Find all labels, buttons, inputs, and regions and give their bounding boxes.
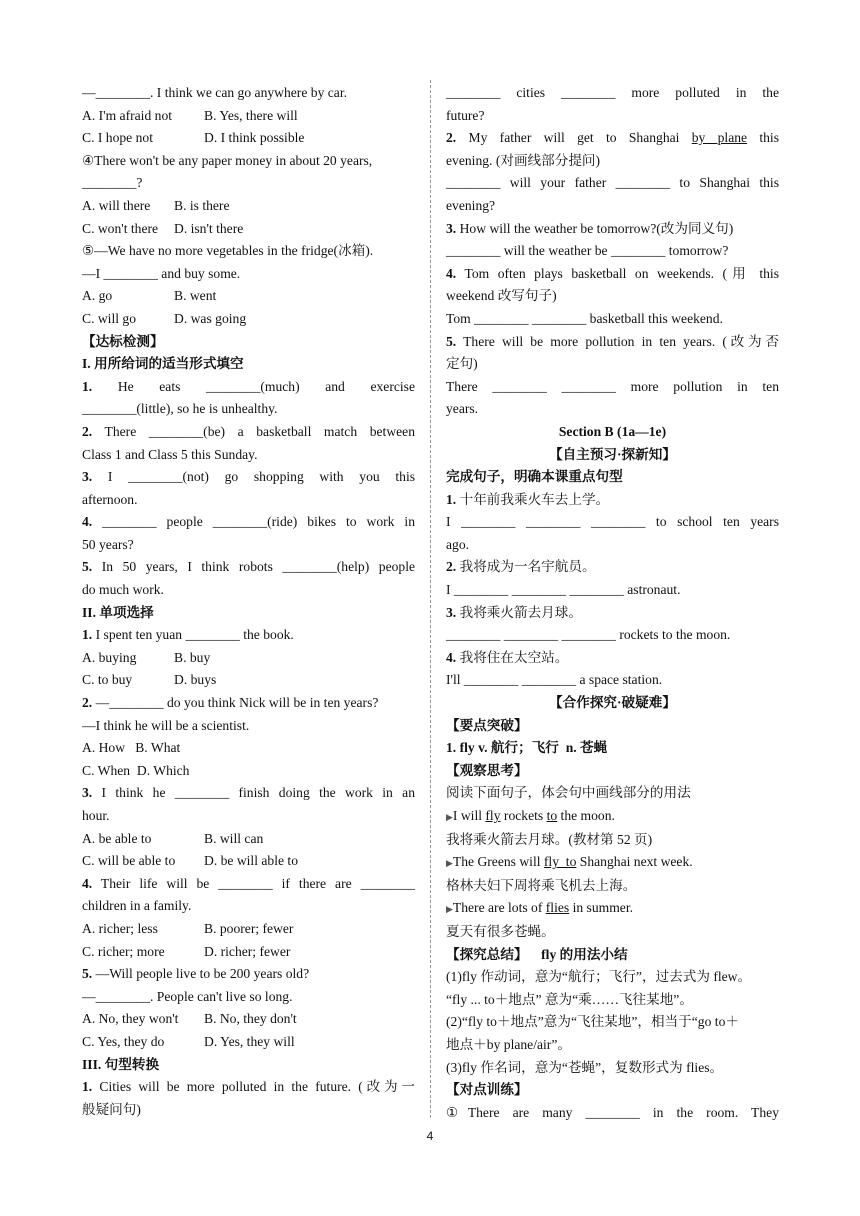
text-line: ________ cities ________ more polluted in the (446, 85, 779, 100)
text-line: evening. (对画线部分提问) (446, 152, 601, 168)
example-text: I will (452, 808, 486, 823)
question-line: afternoon. (82, 491, 138, 507)
section-heading: 【达标检测】 (82, 333, 164, 349)
q4-line2: ________? (82, 175, 143, 191)
option: D. be will able to (204, 853, 299, 869)
example-text: The Greens will (452, 854, 544, 870)
options-row (82, 850, 415, 873)
triangle-bullet-icon: ▶ (446, 858, 453, 869)
right-column (446, 82, 779, 1124)
question-line (446, 263, 779, 286)
question-text: There will be more pollution in ten years. (改为否 (463, 333, 779, 349)
question-number: 3. (82, 469, 93, 485)
subsection-title: 【对点训练】 (446, 1082, 528, 1098)
example-text: There are lots of (452, 900, 546, 916)
key-point-title: 1. fly v. 航行；飞行 n. 苍蝇 (446, 740, 608, 756)
subsection-title: 【观察思考】 (446, 762, 528, 778)
question-line (82, 963, 415, 986)
q4-options-ab (82, 195, 415, 218)
question-line (446, 489, 779, 512)
question-line (446, 602, 779, 625)
option: A. be able to (82, 830, 152, 846)
question-text: 我将住在太空站。 (459, 649, 569, 665)
question-line (82, 624, 415, 647)
option: B. buy (174, 649, 211, 665)
question-line (82, 421, 415, 444)
question-text: My father will get to Shanghai (468, 130, 692, 146)
question-line: —I think he will be a scientist. (82, 717, 250, 733)
question-text: —________ do you think Nick will be in ten years? (95, 695, 379, 711)
option: C. Yes, they do (82, 1033, 165, 1049)
text-line: I ________ ________ ________ astronaut. (446, 582, 681, 598)
q3-options-ab (82, 105, 415, 128)
option: A. richer; less (82, 920, 158, 936)
page-number: 4 (426, 1129, 434, 1143)
triangle-bullet-icon: ▶ (446, 904, 453, 915)
question-line (446, 556, 779, 579)
example-translation: 我将乘火箭去月球。(教材第 52 页) (446, 831, 653, 847)
question-number: 4. (446, 649, 457, 665)
text-line: ①There are many ________ in the room. They (446, 1104, 779, 1120)
question-number: 2. (82, 423, 93, 439)
example-text: the moon. (557, 808, 615, 823)
text-line: (3)fly 作名词，意为“苍蝇”，复数形式为 flies。 (446, 1059, 724, 1075)
question-text: this (747, 130, 779, 146)
question-line: do much work. (82, 582, 164, 598)
question-line: ________(little), so he is unhealthy. (82, 401, 278, 417)
text-line: weekend 改写句子) (446, 288, 557, 304)
underlined-text: fly (485, 808, 501, 823)
question-line (446, 331, 779, 354)
option: C. to buy (82, 672, 133, 688)
question-number: 2. (446, 559, 457, 575)
question-number: 3. (82, 785, 93, 801)
text-line: I ________ ________ ________ to school ten years (446, 514, 779, 530)
question-number: 4. (82, 875, 93, 891)
option: D. richer; fewer (204, 943, 291, 959)
option: A. No, they won't (82, 1011, 179, 1027)
question-line: hour. (82, 808, 110, 823)
subsection-title: 完成句子，明确本课重点句型 (446, 469, 623, 485)
question-number: 4. (446, 265, 457, 281)
question-line (446, 647, 779, 670)
option: D. was going (174, 310, 247, 326)
question-number: 4. (82, 514, 93, 530)
section-title (446, 421, 779, 444)
text-line: years. (446, 401, 479, 417)
question-text: I spent ten yuan ________ the book. (95, 627, 294, 643)
option: D. Yes, they will (204, 1033, 295, 1049)
example-sentence (446, 851, 779, 875)
triangle-bullet-icon: ▶ (446, 812, 453, 822)
q4-options-cd (82, 218, 415, 241)
example-text: in summer. (569, 900, 634, 916)
example-text: Shanghai next week. (576, 854, 693, 870)
column-divider (430, 80, 431, 1118)
question-text: In 50 years, I think robots ________(help) people (101, 559, 416, 575)
section-heading: 【自主预习·探新知】 (549, 446, 676, 462)
question-text: Their life will be ________ if there are ________ (100, 875, 415, 891)
option: B. will can (204, 830, 264, 846)
question-text: 我将成为一名宇航员。 (459, 559, 596, 575)
options-row (82, 669, 415, 692)
text-line: Tom ________ ________ basketball this weekend. (446, 310, 723, 326)
options-row (82, 1008, 415, 1031)
underlined-text: to (546, 808, 558, 823)
question-number: 5. (82, 966, 93, 982)
question-line (446, 218, 779, 241)
question-number: 3. (446, 220, 457, 236)
question-text: I ________(not) go shopping with you this (107, 469, 416, 485)
option: D. I think possible (204, 130, 305, 146)
question-line (82, 466, 415, 489)
text-line: 阅读下面句子，体会句中画线部分的用法 (446, 785, 691, 801)
option: B. is there (174, 197, 230, 213)
options-row (82, 1031, 415, 1054)
section-heading: 【合作探究·破疑难】 (549, 695, 676, 711)
question-text: Tom often plays basketball on weekends. (用 this (464, 265, 779, 281)
question-text: ________ people ________(ride) bikes to work in (102, 514, 415, 530)
part-title: III. 句型转换 (82, 1056, 160, 1072)
question-text: There ________(be) a basketball match between (104, 423, 415, 439)
subsection-title: 【要点突破】 (446, 717, 528, 733)
option: D. isn't there (174, 220, 244, 236)
option: B. poorer; fewer (204, 920, 294, 936)
text-line: 地点＋by plane/air”。 (446, 1036, 571, 1052)
question-line: children in a family. (82, 898, 192, 914)
underlined-text: fly to (543, 854, 577, 870)
text-line: ________ will the weather be ________ tomorrow? (446, 243, 729, 259)
option: A. buying (82, 649, 137, 665)
question-line (82, 511, 415, 534)
text-line: 定句) (446, 356, 478, 372)
option: A. I'm afraid not (82, 107, 173, 123)
question-number: 2. (446, 130, 457, 146)
option: B. went (174, 288, 217, 304)
example-translation: 夏天有很多苍蝇。 (446, 923, 555, 939)
question-text: —Will people live to be 200 years old? (95, 966, 310, 982)
question-line: —________. People can't live so long. (82, 988, 293, 1004)
question-number: 2. (82, 695, 93, 711)
option: A. will there (82, 197, 151, 213)
q5-options-cd (82, 308, 415, 331)
option: C. will go (82, 310, 137, 326)
question-text: How will the weather be tomorrow?(改为同义句) (459, 220, 734, 236)
q5-line2: —I ________ and buy some. (82, 265, 241, 281)
question-line (82, 556, 415, 579)
question-text: 我将乘火箭去月球。 (459, 604, 582, 620)
section-range: (1a—1e) (613, 423, 667, 439)
left-column (82, 82, 415, 1121)
option: D. buys (174, 672, 217, 688)
part-title: I. 用所给词的适当形式填空 (82, 356, 244, 372)
part-title: II. 单项选择 (82, 604, 154, 620)
question-number: 1. (82, 1079, 93, 1095)
text-line: There ________ ________ more pollution in ten (446, 378, 779, 394)
question-line: 般疑问句) (82, 1101, 141, 1117)
question-line (82, 782, 415, 805)
text-line: evening? (446, 197, 496, 213)
question-number: 1. (82, 627, 93, 643)
text-line: ________ will your father ________ to Shanghai this (446, 175, 779, 191)
options-row (82, 918, 415, 941)
option: A. go (82, 288, 113, 304)
option: B. Yes, there will (204, 107, 298, 123)
question-line (82, 376, 415, 399)
question-number: 5. (446, 333, 457, 349)
text-line: ago. (446, 536, 470, 552)
option: B. No, they don't (204, 1011, 297, 1027)
subsection-title: 【探究总结】 fly 的用法小结 (446, 946, 628, 962)
options-row: A. How B. What (82, 740, 181, 756)
option: C. will be able to (82, 853, 176, 869)
text-line: I'll ________ ________ a space station. (446, 672, 663, 688)
question-text: 十年前我乘火车去上学。 (459, 491, 610, 507)
q3-options-cd (82, 127, 415, 150)
text-line: ________ ________ ________ rockets to the moon. (446, 627, 731, 643)
option: C. won't there (82, 220, 159, 236)
options-row: C. When D. Which (82, 762, 190, 778)
question-line: 50 years? (82, 536, 134, 552)
example-translation: 格林夫妇下周将乘飞机去上海。 (446, 877, 637, 893)
question-number: 3. (446, 604, 457, 620)
question-text: He eats ________(much) and exercise (117, 378, 415, 394)
underlined-text: by plane (691, 130, 748, 146)
example-sentence (446, 805, 779, 829)
text-line: (2)“fly to＋地点”意为“飞往某地”，相当于“go to＋ (446, 1014, 739, 1030)
q5-line1: ⑤—We have no more vegetables in the fridge(冰箱). (82, 243, 374, 259)
question-line (82, 873, 415, 896)
question-text: Cities will be more polluted in the future. (改为一 (99, 1079, 416, 1095)
options-row (82, 941, 415, 964)
text-line: future? (446, 107, 485, 123)
example-sentence (446, 897, 779, 921)
text-line: “fly ... to＋地点” 意为“乘……飞往某地”。 (446, 991, 693, 1007)
q5-options-ab (82, 285, 415, 308)
section-name: Section B (558, 423, 614, 439)
options-row (82, 828, 415, 851)
example-text: rockets (500, 808, 547, 823)
question-line (82, 692, 415, 715)
underlined-text: flies (545, 900, 570, 916)
question-number: 1. (446, 491, 457, 507)
options-row (82, 647, 415, 670)
q3-line: —________. I think we can go anywhere by car. (82, 85, 348, 100)
question-line (446, 127, 779, 150)
question-line: Class 1 and Class 5 this Sunday. (82, 446, 258, 462)
question-text: I think he ________ finish doing the work in an (101, 785, 415, 801)
q4-line1: ④There won't be any paper money in about 20 years, (82, 152, 373, 168)
question-number: 5. (82, 559, 93, 575)
option: C. I hope not (82, 130, 153, 146)
question-line (82, 1076, 415, 1099)
question-number: 1. (82, 378, 93, 394)
text-line: (1)fly 作动词，意为“航行；飞行”，过去式为 flew。 (446, 969, 752, 985)
option: C. richer; more (82, 943, 165, 959)
